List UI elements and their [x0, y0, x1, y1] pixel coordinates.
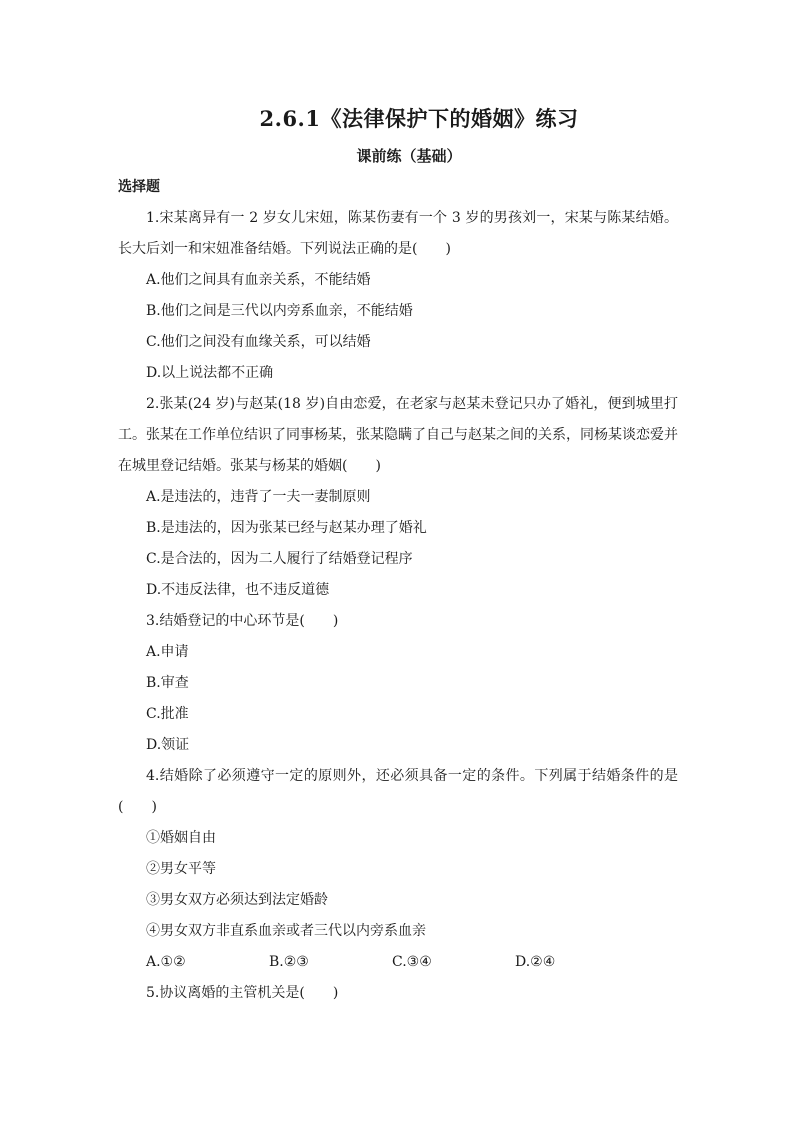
question-2-option-d: D.不违反法律，也不违反道德 [146, 582, 330, 598]
question-4-item-2: ②男女平等 [146, 861, 216, 877]
question-5-stem: 5.协议离婚的主管机关是( ) [146, 985, 339, 1001]
question-1-option-c: C.他们之间没有血缘关系，可以结婚 [146, 334, 371, 350]
question-4-item-4: ④男女双方非直系血亲或者三代以内旁系血亲 [146, 923, 426, 939]
question-3-option-d: D.领证 [146, 737, 190, 753]
question-3-option-b: B.审查 [146, 675, 189, 691]
question-4-option-c: C.③④ [392, 954, 432, 970]
document-subtitle: 课前练（基础） [356, 147, 462, 165]
section-heading: 选择题 [118, 179, 160, 195]
document-title: 2.6.1《法律保护下的婚姻》练习 [259, 106, 579, 131]
question-4-stem: 4.结婚除了必须遵守一定的原则外，还必须具备一定的条件。下列属于结婚条件的是( ) [118, 768, 678, 815]
question-2-stem: 2.张某(24 岁)与赵某(18 岁)自由恋爱，在老家与赵某未登记只办了婚礼，便到城里打工。张某在工作单位结识了同事杨某，张某隐瞒了自己与赵某之间的关系，同杨某谈恋爱并在城里登记结婚。张某与杨某的婚姻( ) [118, 396, 678, 474]
question-4-item-1: ①婚姻自由 [146, 830, 216, 846]
question-4-option-d: D.②④ [515, 954, 556, 970]
question-1-option-d: D.以上说法都不正确 [146, 365, 274, 381]
question-4-options [118, 947, 678, 978]
question-3-option-c: C.批准 [146, 706, 189, 722]
question-1-option-a: A.他们之间具有血亲关系，不能结婚 [146, 272, 371, 288]
question-2-option-a: A.是违法的，违背了一夫一妻制原则 [146, 489, 371, 505]
question-4-item-3: ③男女双方必须达到法定婚龄 [146, 892, 328, 908]
question-3-stem: 3.结婚登记的中心环节是( ) [146, 613, 339, 629]
question-4-option-b: B.②③ [269, 954, 309, 970]
question-1-stem: 1.宋某离异有一 2 岁女儿宋妞，陈某伤妻有一个 3 岁的男孩刘一，宋某与陈某结婚。长大后刘一和宋妞准备结婚。下列说法正确的是( ) [118, 210, 678, 257]
question-4-option-a: A.①② [146, 954, 186, 970]
question-2-option-c: C.是合法的，因为二人履行了结婚登记程序 [146, 551, 413, 567]
question-2-option-b: B.是违法的，因为张某已经与赵某办理了婚礼 [146, 520, 427, 536]
question-1-option-b: B.他们之间是三代以内旁系血亲，不能结婚 [146, 303, 413, 319]
question-3-option-a: A.申请 [146, 644, 189, 660]
question-list [118, 203, 678, 1009]
